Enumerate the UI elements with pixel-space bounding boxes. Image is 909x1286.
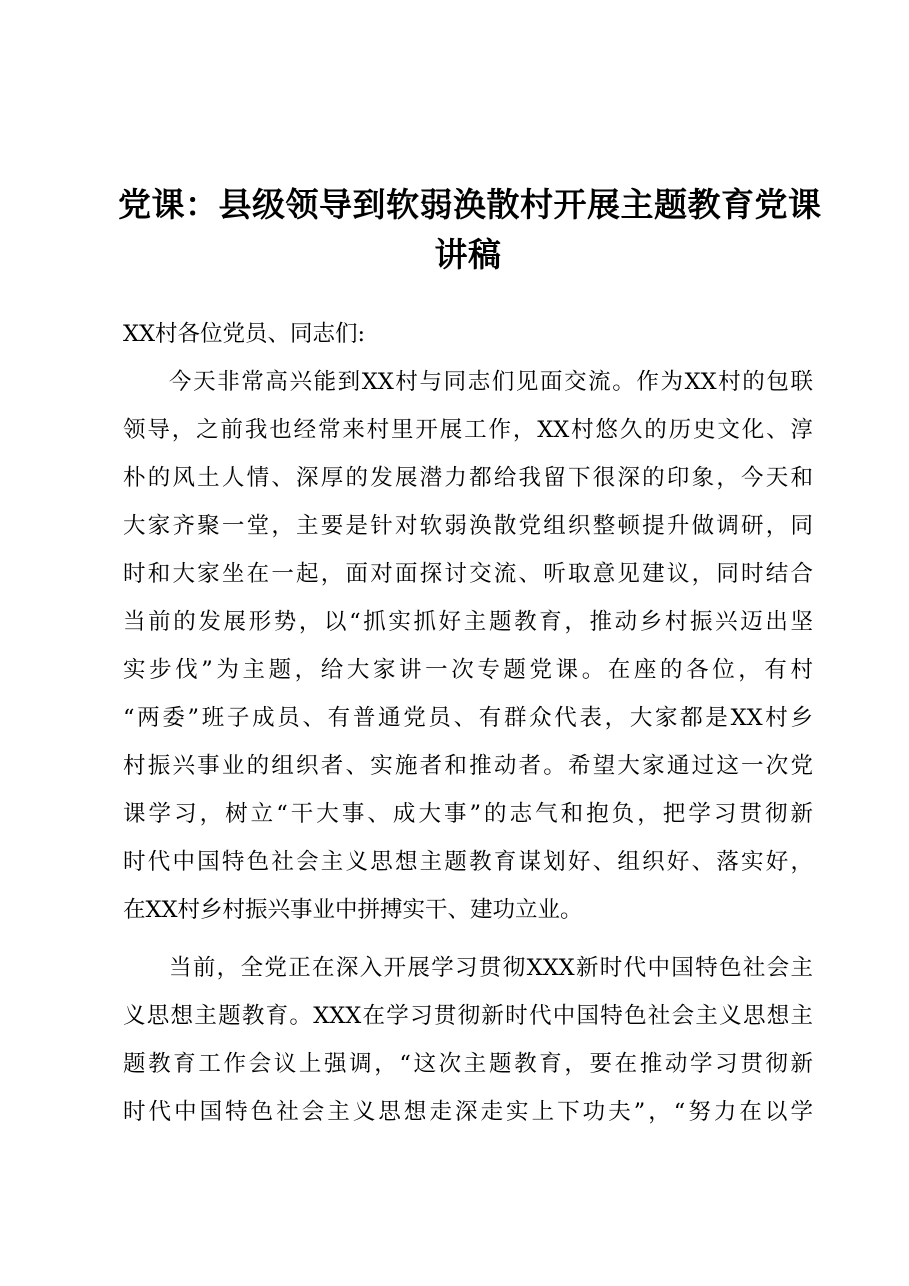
paragraph-line: 题教育工作会议上强调，“这次主题教育，要在推动学习贯彻新 [123, 1051, 813, 1077]
title-line-1: 党课：县级领导到软弱涣散村开展主题教育党课 [118, 185, 822, 224]
paragraph-line: 时代中国特色社会主义思想主题教育谋划好、组织好、落实好， [123, 849, 813, 875]
paragraph-gap [123, 934, 813, 944]
paragraph-2 [123, 944, 813, 1136]
paragraph-line: 在XX村乡村振兴事业中拼搏实干、建功立业。 [123, 897, 583, 923]
paragraph-1 [123, 358, 813, 934]
salutation-line: XX村各位党员、同志们: [123, 321, 366, 347]
paragraph-line: 义思想主题教育。XXX在学习贯彻新时代中国特色社会主义思想主 [123, 1003, 813, 1029]
salutation [123, 310, 813, 358]
title-line-2: 讲稿 [434, 235, 502, 274]
paragraph-line: 当前的发展形势，以“抓实抓好主题教育，推动乡村振兴迈出坚 [123, 609, 813, 635]
paragraph-line: 朴的风土人情、深厚的发展潜力都给我留下很深的印象，今天和 [123, 465, 813, 491]
paragraph-line: 时代中国特色社会主义思想走深走实上下功夫”，“努力在以学 [123, 1099, 813, 1125]
paragraph-line: 村振兴事业的组织者、实施者和推动者。希望大家通过这一次党 [123, 753, 813, 779]
document-title [118, 180, 822, 280]
paragraph-line: 时和大家坐在一起，面对面探讨交流、听取意见建议，同时结合 [123, 561, 813, 587]
document-body [123, 310, 813, 1136]
paragraph-line: 大家齐聚一堂，主要是针对软弱涣散党组织整顿提升做调研，同 [123, 513, 813, 539]
paragraph-line: 实步伐”为主题，给大家讲一次专题党课。在座的各位，有村 [123, 657, 813, 683]
paragraph-line: 当前，全党正在深入开展学习贯彻XXX新时代中国特色社会主 [169, 955, 813, 981]
paragraph-line: 领导，之前我也经常来村里开展工作，XX村悠久的历史文化、淳 [123, 417, 813, 443]
paragraph-line: “两委”班子成员、有普通党员、有群众代表，大家都是XX村乡 [123, 705, 813, 731]
paragraph-line: 今天非常高兴能到XX村与同志们见面交流。作为XX村的包联 [169, 369, 813, 395]
paragraph-line: 课学习，树立“干大事、成大事”的志气和抱负，把学习贯彻新 [123, 801, 813, 827]
